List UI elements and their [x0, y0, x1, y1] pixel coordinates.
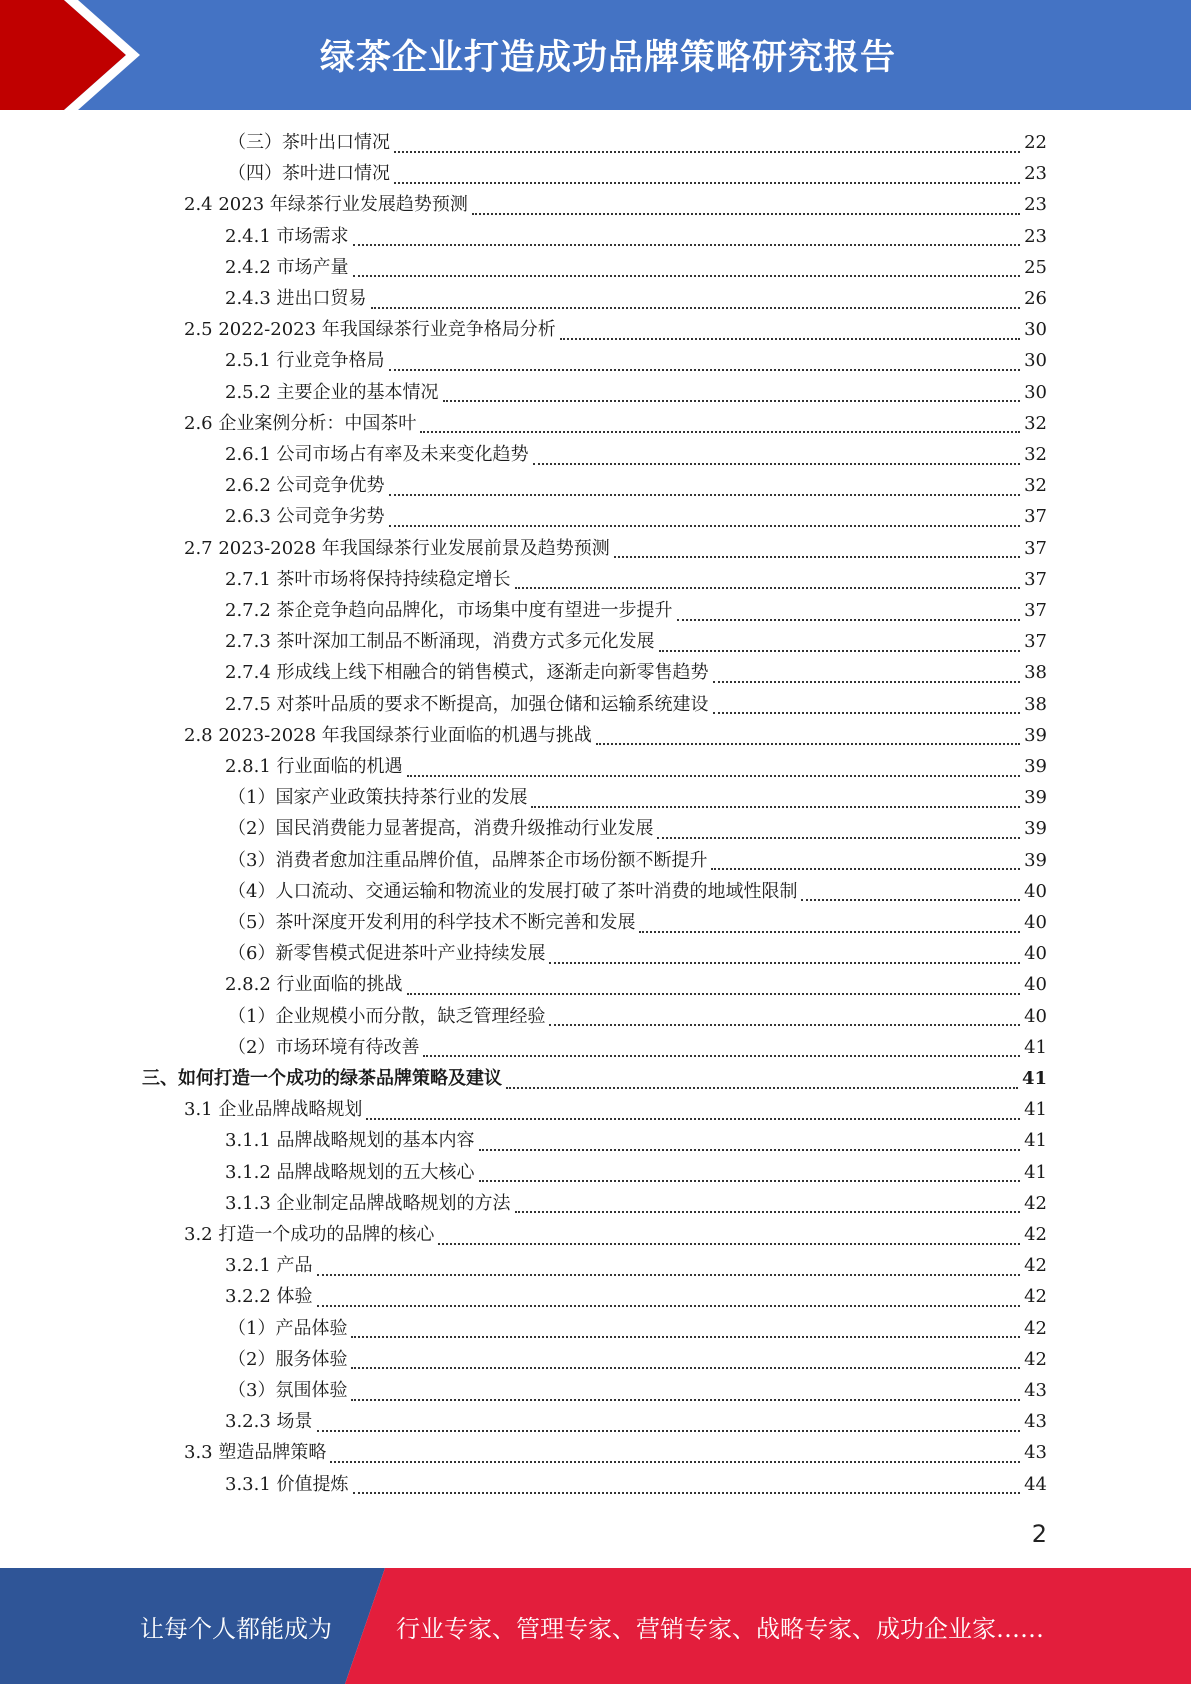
toc-dot-leader — [657, 815, 1020, 839]
toc-entry-title: 3.1.1 品牌战略规划的基本内容 — [225, 1130, 475, 1152]
toc-entry[interactable] — [228, 845, 1047, 876]
toc-dot-leader — [515, 565, 1021, 589]
toc-entry-page: 39 — [1024, 756, 1047, 777]
toc-entry[interactable] — [142, 1063, 1047, 1094]
toc-dot-leader — [353, 222, 1021, 246]
toc-entry-page: 40 — [1024, 974, 1047, 996]
toc-entry[interactable] — [225, 1157, 1047, 1188]
toc-dot-leader — [533, 441, 1021, 465]
toc-dot-leader — [713, 690, 1021, 714]
toc-entry-title: 3.2.3 场景 — [225, 1411, 313, 1433]
toc-entry[interactable] — [225, 345, 1047, 376]
toc-dot-leader — [438, 1221, 1020, 1245]
toc-dot-leader — [389, 472, 1021, 496]
toc-dot-leader — [394, 129, 1020, 153]
toc-entry-title: 2.7.3 茶叶深加工制品不断涌现，消费方式多元化发展 — [225, 631, 655, 653]
toc-dot-leader — [353, 1470, 1021, 1494]
toc-entry-title: 2.6.3 公司竞争劣势 — [225, 506, 385, 528]
toc-entry-title: 2.7.1 茶叶市场将保持持续稳定增长 — [225, 568, 511, 590]
toc-entry-title: （三）茶叶出口情况 — [228, 132, 390, 153]
toc-dot-leader — [614, 534, 1020, 558]
toc-entry-page: 41 — [1024, 1036, 1047, 1058]
toc-dot-leader — [443, 378, 1021, 402]
toc-entry[interactable] — [228, 127, 1047, 158]
toc-entry[interactable] — [228, 1375, 1047, 1406]
toc-entry-page: 40 — [1024, 880, 1047, 902]
toc-entry-title: 2.6.1 公司市场占有率及未来变化趋势 — [225, 444, 529, 465]
toc-entry-title: 3.2.1 产品 — [225, 1255, 313, 1277]
toc-entry-title: 2.8.1 行业面临的机遇 — [225, 756, 403, 777]
toc-entry-page: 42 — [1024, 1192, 1047, 1214]
toc-entry-title: 三、如何打造一个成功的绿茶品牌策略及建议 — [142, 1068, 502, 1089]
toc-entry-page: 37 — [1024, 600, 1047, 621]
toc-dot-leader — [366, 1096, 1020, 1120]
toc-entry-page: 42 — [1024, 1255, 1047, 1277]
toc-entry-title: 3.2.2 体验 — [225, 1286, 313, 1308]
toc-entry[interactable] — [228, 1001, 1047, 1032]
toc-entry-title: 3.1 企业品牌战略规划 — [184, 1099, 363, 1121]
toc-entry-page: 23 — [1024, 225, 1047, 247]
toc-entry-title: （6）新零售模式促进茶叶产业持续发展 — [228, 943, 546, 965]
toc-entry[interactable] — [225, 1188, 1047, 1219]
toc-entry-page: 32 — [1024, 412, 1047, 434]
toc-entry[interactable] — [225, 969, 1047, 1000]
footer-slogan-lead: 让每个人都能成为 — [140, 1614, 332, 1643]
toc-entry-title: 3.2 打造一个成功的品牌的核心 — [184, 1224, 435, 1245]
toc-dot-leader — [531, 784, 1020, 808]
toc-entry-page: 39 — [1024, 818, 1047, 840]
toc-entry-title: （1）产品体验 — [228, 1317, 348, 1339]
toc-entry[interactable] — [225, 751, 1047, 782]
toc-entry-title: 3.1.3 企业制定品牌战略规划的方法 — [225, 1192, 511, 1214]
toc-dot-leader — [351, 1377, 1020, 1401]
toc-entry-title: （2）国民消费能力显著提高，消费升级推动行业发展 — [228, 818, 654, 840]
toc-dot-leader — [317, 1252, 1021, 1276]
toc-entry-title: 2.4.3 进出口贸易 — [225, 288, 367, 309]
toc-entry-title: 3.3.1 价值提炼 — [225, 1473, 349, 1495]
toc-entry-title: 2.4 2023 年绿茶行业发展趋势预测 — [184, 194, 468, 216]
toc-entry-page: 39 — [1024, 849, 1047, 871]
toc-entry[interactable] — [225, 626, 1047, 657]
toc-entry-page: 43 — [1024, 1380, 1047, 1401]
toc-entry[interactable] — [228, 158, 1047, 189]
toc-entry[interactable] — [225, 1406, 1047, 1437]
toc-entry[interactable] — [184, 408, 1047, 439]
toc-entry-page: 26 — [1024, 288, 1047, 309]
toc-dot-leader — [596, 721, 1020, 745]
toc-entry[interactable] — [184, 1219, 1047, 1250]
toc-dot-leader — [472, 191, 1020, 215]
toc-entry-page: 42 — [1024, 1224, 1047, 1245]
toc-entry[interactable] — [228, 907, 1047, 938]
toc-entry-page: 30 — [1024, 381, 1047, 403]
toc-entry-page: 42 — [1024, 1286, 1047, 1308]
toc-dot-leader — [515, 1189, 1021, 1213]
toc-entry-title: 3.3 塑造品牌策略 — [184, 1442, 327, 1464]
toc-entry-title: 2.7 2023-2028 年我国绿茶行业发展前景及趋势预测 — [184, 537, 610, 559]
toc-dot-leader — [711, 846, 1020, 870]
toc-entry-page: 41 — [1024, 1130, 1047, 1152]
toc-entry-page: 38 — [1024, 693, 1047, 715]
toc-entry-title: 2.7.4 形成线上线下相融合的销售模式，逐渐走向新零售趋势 — [225, 662, 709, 684]
toc-entry-page: 44 — [1024, 1473, 1047, 1495]
toc-entry-page: 25 — [1024, 256, 1047, 278]
toc-entry-page: 40 — [1024, 1005, 1047, 1027]
toc-dot-leader — [351, 1314, 1020, 1338]
document-title: 绿茶企业打造成功品牌策略研究报告 — [319, 38, 896, 78]
toc-entry-title: 2.6.2 公司竞争优势 — [225, 475, 385, 497]
toc-entry-page: 37 — [1024, 506, 1047, 528]
toc-entry-title: 2.4.2 市场产量 — [225, 256, 349, 278]
toc-entry-title: （2）市场环境有待改善 — [228, 1036, 420, 1058]
toc-entry[interactable] — [228, 813, 1047, 844]
toc-dot-leader — [330, 1439, 1020, 1463]
toc-dot-leader — [389, 503, 1021, 527]
toc-dot-leader — [560, 316, 1020, 340]
toc-entry-page: 42 — [1024, 1317, 1047, 1339]
toc-entry[interactable] — [225, 501, 1047, 532]
toc-entry-title: 2.8 2023-2028 年我国绿茶行业面临的机遇与挑战 — [184, 724, 592, 746]
toc-dot-leader — [353, 253, 1021, 277]
page-number: 2 — [1031, 1520, 1047, 1548]
toc-entry-title: 2.7.5 对茶叶品质的要求不断提高，加强仓储和运输系统建设 — [225, 693, 709, 715]
toc-entry-page: 39 — [1024, 724, 1047, 746]
toc-entry-page: 37 — [1024, 631, 1047, 653]
toc-dot-leader — [639, 909, 1020, 933]
page-header — [0, 0, 1191, 110]
toc-entry-page: 30 — [1024, 319, 1047, 341]
toc-entry[interactable] — [228, 1032, 1047, 1063]
toc-entry[interactable] — [228, 876, 1047, 907]
toc-entry-title: （3）消费者愈加注重品牌价值，品牌茶企市场份额不断提升 — [228, 849, 708, 871]
toc-dot-leader — [549, 1002, 1020, 1026]
toc-entry-title: （1）国家产业政策扶持茶行业的发展 — [228, 787, 528, 809]
toc-dot-leader — [677, 597, 1021, 621]
toc-dot-leader — [479, 1127, 1021, 1151]
toc-entry-title: （4）人口流动、交通运输和物流业的发展打破了茶叶消费的地域性限制 — [228, 880, 798, 902]
toc-entry-title: 2.5 2022-2023 年我国绿茶行业竞争格局分析 — [184, 319, 556, 341]
toc-entry-title: 2.4.1 市场需求 — [225, 225, 349, 247]
toc-dot-leader — [371, 285, 1021, 309]
toc-entry[interactable] — [225, 657, 1047, 688]
toc-entry[interactable] — [228, 782, 1047, 813]
toc-entry[interactable] — [184, 189, 1047, 220]
toc-entry[interactable] — [228, 1313, 1047, 1344]
toc-entry-page: 43 — [1024, 1411, 1047, 1433]
toc-entry[interactable] — [225, 221, 1047, 252]
toc-entry-page: 23 — [1024, 194, 1047, 216]
toc-entry-page: 23 — [1024, 163, 1047, 185]
toc-entry[interactable] — [225, 1469, 1047, 1500]
toc-entry-title: （1）企业规模小而分散，缺乏管理经验 — [228, 1005, 546, 1027]
toc-entry[interactable] — [225, 689, 1047, 720]
toc-entry-page: 41 — [1021, 1068, 1047, 1089]
toc-entry[interactable] — [225, 283, 1047, 314]
toc-entry-title: （3）氛围体验 — [228, 1380, 348, 1401]
toc-entry[interactable] — [184, 720, 1047, 751]
toc-entry-title: 2.5.2 主要企业的基本情况 — [225, 381, 439, 403]
toc-dot-leader — [479, 1158, 1021, 1182]
toc-entry-page: 38 — [1024, 662, 1047, 684]
toc-entry[interactable] — [225, 564, 1047, 595]
toc-entry[interactable] — [225, 1250, 1047, 1281]
toc-entry-title: 3.1.2 品牌战略规划的五大核心 — [225, 1161, 475, 1183]
toc-entry[interactable] — [184, 533, 1047, 564]
toc-entry-page: 41 — [1024, 1161, 1047, 1183]
toc-entry-title: （四）茶叶进口情况 — [228, 163, 390, 185]
toc-entry-page: 32 — [1024, 444, 1047, 465]
footer-slogan-roles: 行业专家、管理专家、营销专家、战略专家、成功企业家…… — [396, 1614, 1044, 1643]
toc-dot-leader — [549, 940, 1020, 964]
toc-entry[interactable] — [225, 595, 1047, 626]
toc-entry[interactable] — [184, 1094, 1047, 1125]
toc-entry[interactable] — [184, 314, 1047, 345]
toc-entry[interactable] — [184, 1437, 1047, 1468]
toc-dot-leader — [713, 659, 1021, 683]
toc-entry[interactable] — [225, 1125, 1047, 1156]
toc-entry[interactable] — [225, 439, 1047, 470]
toc-entry-title: （5）茶叶深度开发利用的科学技术不断完善和发展 — [228, 912, 636, 933]
toc-entry-page: 42 — [1024, 1348, 1047, 1370]
toc-entry-page: 40 — [1024, 943, 1047, 965]
toc-dot-leader — [420, 409, 1020, 433]
toc-dot-leader — [506, 1065, 1018, 1089]
toc-entry-page: 40 — [1024, 912, 1047, 933]
toc-entry-page: 37 — [1024, 537, 1047, 559]
toc-entry-title: 2.7.2 茶企竞争趋向品牌化，市场集中度有望进一步提升 — [225, 600, 673, 621]
toc-entry[interactable] — [225, 1281, 1047, 1312]
toc-entry[interactable] — [225, 470, 1047, 501]
toc-dot-leader — [351, 1345, 1020, 1369]
toc-entry-page: 37 — [1024, 568, 1047, 590]
toc-entry-page: 39 — [1024, 787, 1047, 809]
toc-entry-page: 43 — [1024, 1442, 1047, 1464]
toc-entry[interactable] — [228, 938, 1047, 969]
toc-dot-leader — [659, 628, 1021, 652]
toc-dot-leader — [407, 971, 1021, 995]
toc-entry-title: （2）服务体验 — [228, 1348, 348, 1370]
toc-dot-leader — [317, 1283, 1021, 1307]
toc-entry[interactable] — [228, 1344, 1047, 1375]
toc-entry-title: 2.5.1 行业竞争格局 — [225, 350, 385, 372]
toc-dot-leader — [394, 160, 1020, 184]
toc-dot-leader — [801, 877, 1020, 901]
toc-dot-leader — [423, 1033, 1020, 1057]
toc-entry-page: 41 — [1024, 1099, 1047, 1121]
toc-entry-page: 30 — [1024, 350, 1047, 372]
toc-entry[interactable] — [225, 252, 1047, 283]
toc-dot-leader — [389, 347, 1021, 371]
toc-entry-page: 32 — [1024, 475, 1047, 497]
toc-entry-title: 2.8.2 行业面临的挑战 — [225, 974, 403, 996]
toc-entry-page: 22 — [1024, 132, 1047, 153]
page-footer — [0, 1568, 1191, 1684]
toc-dot-leader — [407, 753, 1021, 777]
toc-entry-title: 2.6 企业案例分析：中国茶叶 — [184, 412, 417, 434]
toc-entry[interactable] — [225, 377, 1047, 408]
toc-dot-leader — [317, 1408, 1021, 1432]
